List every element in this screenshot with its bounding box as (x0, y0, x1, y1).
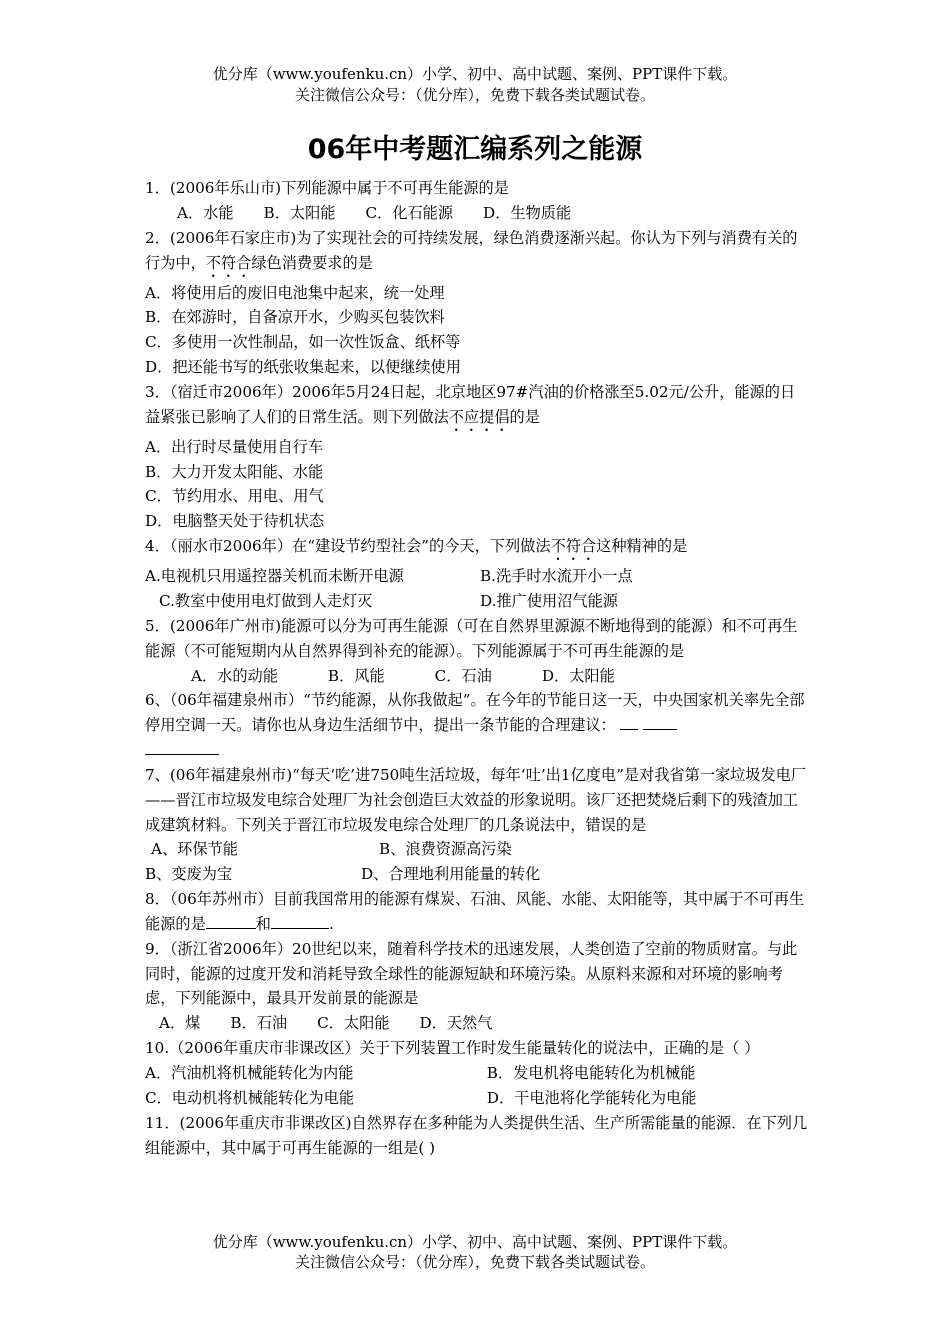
q4-option-b: B.洗手时水流开小一点 (480, 567, 633, 586)
q3-emphasis: 不应提倡 (448, 407, 510, 426)
q3-option-a: A．出行时尽量使用自行车 (145, 437, 324, 456)
q6-answer-line (145, 738, 810, 763)
q8-blank-1[interactable] (206, 913, 256, 929)
q4-option-c: C.教室中使用电灯做到人走灯灭 (159, 591, 373, 610)
q3-option-c: C．节约用水、用电、用气 (145, 487, 324, 506)
q10-option-c: C．电动机将机械能转化为电能 (145, 1088, 355, 1107)
q1-stem: 1．(2006年乐山市)下列能源中属于不可再生能源的是 (145, 179, 509, 197)
header-line-1: 优分库（www.youfenku.cn）小学、初中、高中试题、案例、PPT课件下载。 (212, 65, 738, 83)
q9-option-b: B．石油 (230, 1014, 288, 1033)
q7-stem: 7、(06年福建泉州市)“每天‘吃’进750吨生活垃圾，每年‘吐’出1亿度电”是对我省第一家垃圾发电厂——晋江市垃圾发电综合处理厂为社会创造巨大效益的形象说明。该厂还把焚烧后剩下的残渣加工成建筑材料。下列关于晋江市垃圾发电综合处理厂的几条说法中，错误的是 (145, 765, 807, 834)
q7-option-d: D、合理地利用能量的转化 (361, 865, 541, 884)
q1-option-d: D．生物质能 (483, 203, 572, 222)
q5-options (145, 664, 810, 689)
q1-option-c: C．化石能源 (365, 203, 454, 222)
q10-option-a: A．汽油机将机械能转化为内能 (145, 1064, 354, 1082)
q2-option-d: D．把还能书写的纸张收集起来，以便继续使用 (145, 358, 461, 377)
q4-option-d: D.推广使用沼气能源 (480, 591, 618, 610)
q2-stem: 2．(2006年石家庄市)为了实现社会的可持续发展，绿色消费逐渐兴起。你认为下列与消费有关的行为中，不符合绿色消费要求的是 (145, 228, 798, 272)
q6-answer-blank[interactable] (620, 714, 638, 730)
q3-stem: 3．（宿迁市2006年）2006年5月24日起，北京地区97#汽油的价格涨至5.02元/公升，能源的日益紧张已影响了人们的日常生活。则下列做法不应提倡的是 (145, 382, 796, 426)
q7-options-row-1 (145, 837, 810, 862)
q7-option-b: B、浪费资源高污染 (379, 840, 512, 859)
q3-option-b: B．大力开发太阳能、水能 (145, 462, 324, 481)
q8-blank-2[interactable] (271, 913, 329, 929)
q10-option-b: B．发电机将电能转化为机械能 (486, 1064, 696, 1082)
page-title: 06年中考题汇编系列之能源 (307, 134, 643, 165)
q5-option-d: D．太阳能 (541, 666, 615, 685)
q5-option-a: A．水的动能 (191, 666, 278, 685)
footer-line-2: 关注微信公众号：（优分库），免费下载各类试题试卷。 (294, 1253, 655, 1271)
header-line-2: 关注微信公众号：（优分库），免费下载各类试题试卷。 (294, 86, 655, 104)
q4-option-a: A.电视机只用遥控器关机而未断开电源 (145, 567, 404, 586)
question-list (145, 176, 810, 1160)
q7-options-row-2 (145, 862, 810, 887)
q2-option-a: A．将使用后的废旧电池集中起来，统一处理 (145, 283, 445, 302)
q4-stem: 4．（丽水市2006年）在“建设节约型社会”的今天，下列做法不符合这种精神的是 (145, 537, 688, 556)
q10-options-row-2 (145, 1086, 810, 1111)
q6-stem: 6、（06年福建泉州市）“节约能源，从你我做起”。在今年的节能日这一天，中央国家机关率先全部停用空调一天。请你也从身边生活细节中，提出一条节能的合理建议： (145, 691, 805, 735)
q2-option-b: B．在郊游时，自备凉开水，少购买包装饮料 (145, 308, 445, 327)
q5-option-b: B．风能 (327, 666, 385, 685)
q9-option-d: D．天然气 (419, 1014, 493, 1033)
q10-options-row-1 (145, 1061, 810, 1086)
q9-options (145, 1011, 810, 1036)
q2-option-c: C．多使用一次性制品，如一次性饭盒、纸杯等 (145, 333, 461, 352)
q1-option-a: A．水能 (177, 203, 234, 222)
q4-options-row-1 (145, 564, 810, 589)
q4-options-row-2 (145, 589, 810, 614)
q5-option-c: C．石油 (434, 666, 492, 685)
q11-stem: 11．(2006年重庆市非课改区)自然界存在多种能为人类提供生活、生产所需能量的能源．在下列几组能源中，其中属于可再生能源的一组是( ) (145, 1113, 808, 1157)
q7-option-a: A、环保节能 (151, 840, 238, 859)
q5-stem: 5．(2006年广州市)能源可以分为可再生能源（可在自然界里源源不断地得到的能源）和不可再生能源（不可能短期内从自然界得到补充的能源）。下列能源属于不可再生能源的是 (145, 616, 798, 660)
q10-stem: 10.（2006年重庆市非课改区）关于下列装置工作时发生能量转化的说法中，正确的是（ ） (145, 1039, 760, 1058)
q7-option-b2: B、变废为宝 (145, 865, 233, 884)
q6-answer-blank-2[interactable] (643, 714, 677, 730)
q10-option-d: D．干电池将化学能转化为电能 (486, 1088, 697, 1107)
q1-option-b: B．太阳能 (263, 203, 336, 222)
q6-answer-blank-3[interactable] (145, 739, 219, 755)
q8-stem: 8．（06年苏州市）目前我国常用的能源有煤炭、石油、风能、水能、太阳能等，其中属于不可再生能源的是 和 . (145, 890, 805, 933)
q2-emphasis: 不符合 (205, 253, 252, 272)
q9-stem: 9．（浙江省2006年）20世纪以来，随着科学技术的迅速发展，人类创造了空前的物质财富。与此同时，能源的过度开发和消耗导致全球性的能源短缺和环境污染。从原料来源和对环境的影响考虑，下列能源中，最具开发前景的能源是 (145, 939, 798, 1008)
q1-options (145, 201, 810, 226)
footer-line-1: 优分库（www.youfenku.cn）小学、初中、高中试题、案例、PPT课件下载。 (212, 1233, 738, 1251)
q4-emphasis: 不符合 (550, 537, 597, 556)
q9-option-a: A．煤 (159, 1014, 201, 1033)
q3-option-d: D．电脑整天处于待机状态 (145, 512, 325, 531)
q9-option-c: C．太阳能 (317, 1014, 390, 1033)
